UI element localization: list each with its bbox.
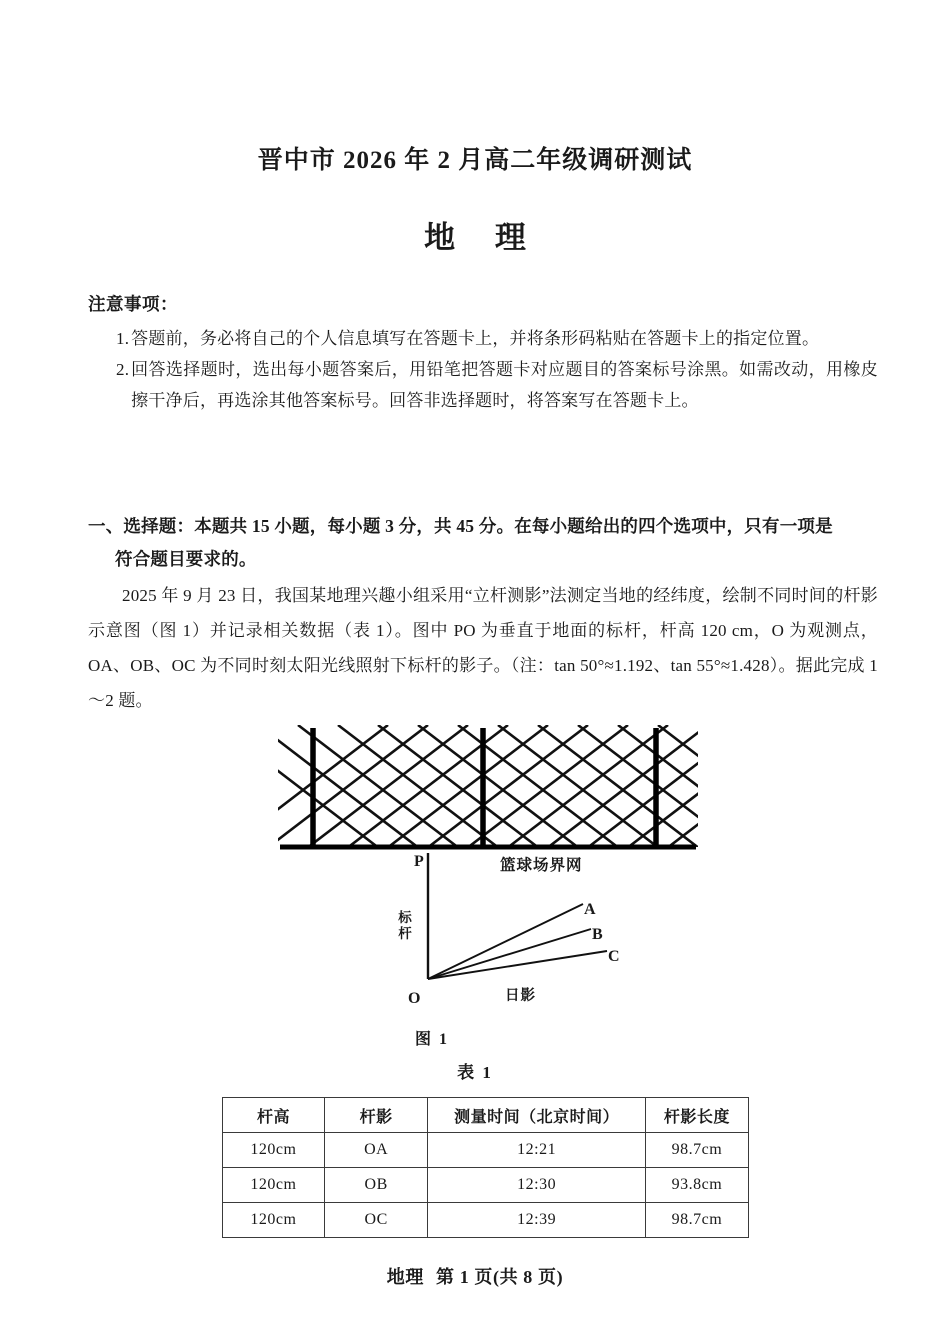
table-cell: OC bbox=[324, 1203, 427, 1238]
notice-list bbox=[88, 323, 878, 416]
label-origin-o: O bbox=[408, 990, 421, 1007]
label-ray-b: B bbox=[592, 926, 603, 943]
table-header-cell: 杆影 bbox=[324, 1098, 427, 1133]
notice-item-number: 2. bbox=[116, 360, 130, 379]
table-row bbox=[223, 1133, 749, 1168]
table-cell: 98.7cm bbox=[645, 1203, 748, 1238]
label-sun-shadow: 日影 bbox=[505, 988, 536, 1004]
label-ray-a: A bbox=[584, 901, 596, 918]
table-cell: 12:39 bbox=[428, 1203, 645, 1238]
table-cell: OB bbox=[324, 1168, 427, 1203]
question-passage: 2025 年 9 月 23 日，我国某地理兴趣小组采用“立杆测影”法测定当地的经纬度，绘制不同时间的杆影示意图（图 1）并记录相关数据（表 1）。图中 PO 为垂直于地面的标杆，杆高 120 cm，O 为观测点，OA、OB、OC 为不同时刻太阳光线照射下标杆的影子。（注：tan 50°≈1.192、tan 55°≈1.428）。据此完成 1～2 题。 bbox=[88, 586, 878, 710]
footer-page-number: 第 1 页(共 8 页) bbox=[436, 1267, 564, 1287]
figure-1 bbox=[0, 725, 950, 1055]
table-cell: 12:30 bbox=[428, 1168, 645, 1203]
table-cell: 98.7cm bbox=[645, 1133, 748, 1168]
label-pole-top: P bbox=[414, 853, 424, 870]
label-basketball-net: 篮球场界网 bbox=[500, 857, 583, 874]
table-cell: 12:21 bbox=[428, 1133, 645, 1168]
table-caption: 表 1 bbox=[457, 1063, 493, 1082]
basketball-net-illustration bbox=[278, 725, 698, 855]
table-header-cell: 测量时间（北京时间） bbox=[428, 1098, 645, 1133]
section-heading bbox=[88, 510, 878, 576]
table-cell: OA bbox=[324, 1133, 427, 1168]
table-header-cell: 杆高 bbox=[223, 1098, 325, 1133]
page-title: 晋中市 2026 年 2 月高二年级调研测试 bbox=[257, 147, 693, 174]
notice-item-number: 1. bbox=[116, 329, 130, 348]
notice-heading: 注意事项： bbox=[88, 294, 178, 314]
figure-caption: 图 1 bbox=[415, 1031, 450, 1048]
notice-item bbox=[116, 323, 878, 354]
table-cell: 120cm bbox=[223, 1168, 325, 1203]
measurement-table bbox=[222, 1097, 749, 1238]
table-row bbox=[223, 1203, 749, 1238]
table-cell: 120cm bbox=[223, 1133, 325, 1168]
table-cell: 120cm bbox=[223, 1203, 325, 1238]
subject-title: 地 理 bbox=[424, 220, 542, 255]
label-pole-side: 标杆 bbox=[398, 910, 412, 941]
footer-subject: 地理 bbox=[386, 1267, 424, 1287]
notice-block bbox=[88, 291, 878, 416]
notice-item-text: 回答选择题时，选出每小题答案后，用铅笔把答题卡对应题目的答案标号涂黑。如需改动，用橡皮擦干净后，再选涂其他答案标号。回答非选择题时，将答案写在答题卡上。 bbox=[131, 360, 878, 410]
page-footer bbox=[0, 1263, 950, 1289]
notice-item bbox=[116, 354, 878, 416]
section-line2: 符合题目要求的。 bbox=[115, 549, 257, 569]
notice-item-text: 答题前，务必将自己的个人信息填写在答题卡上，并将条形码粘贴在答题卡上的指定位置。 bbox=[131, 329, 820, 348]
table-cell: 93.8cm bbox=[645, 1168, 748, 1203]
section-label: 一、选择题： bbox=[88, 516, 195, 536]
table-header-row bbox=[223, 1098, 749, 1133]
table-row bbox=[223, 1168, 749, 1203]
label-ray-c: C bbox=[608, 948, 620, 965]
table-header-cell: 杆影长度 bbox=[645, 1098, 748, 1133]
section-line1: 本题共 15 小题，每小题 3 分，共 45 分。在每小题给出的四个选项中，只有一项是 bbox=[194, 516, 833, 536]
